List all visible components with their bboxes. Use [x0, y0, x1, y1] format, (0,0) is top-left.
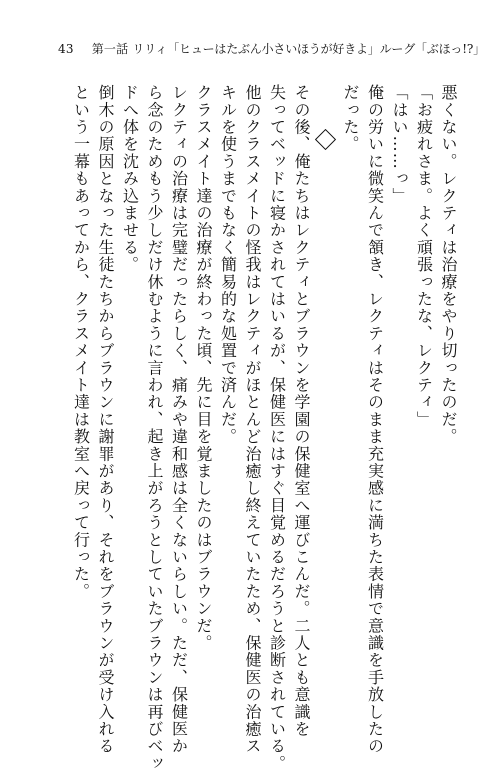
text-line: 悪くない。レクティは治療をやり切ったのだ。: [439, 84, 458, 446]
text-line: その後、俺たちはレクティとブラウンを学園の保健室へ運びこんだ。二人とも意識を: [292, 84, 311, 738]
text-line: レクティの治療は完璧だったらしく、痛みや違和感は全くないらしい。ただ、保健医か: [169, 84, 189, 755]
section-separator: [313, 84, 338, 684]
running-header: [58, 40, 485, 57]
text-line: 「お疲れさま。よく頑張ったな、レクティ」: [414, 84, 434, 428]
text-line: ら念のためもう少しだけ休むように言われ、起き上がろうとしていたブラウンは再びベッ: [145, 84, 164, 772]
text-line: ドへ体を沈み込ませる。: [120, 84, 140, 274]
chapter-label: 第一話: [91, 42, 129, 56]
text-line: 俺の労いに微笑んで頷き、レクティはそのまま充実感に満ちた表情で意識を手放したの: [365, 84, 385, 755]
chapter-title: リリィ「ヒューはたぶん小さいほうが好きよ」ルーグ「ぶほっ!?」: [132, 42, 485, 56]
text-line: 倒木の原因となった生徒たちからブラウンに謝罪があり、それをブラウンが受け入れる: [96, 84, 115, 755]
text-line: クラスメイト達の治療が終わった頃、先に目を覚ましたのはブラウンだ。: [194, 84, 213, 652]
diamond-separator-icon: [315, 129, 336, 150]
text-line: キルを使うまでもなく簡易的な処置で済んだ。: [218, 84, 238, 446]
text-line: 他のクラスメイトの怪我はレクティがほとんど治癒し終えていたため、保健医の治癒ス: [243, 84, 262, 755]
text-line: 失ってベッドに寝かされてはいるが、保健医にはすぐ目覚めるだろうと診断されている。: [267, 84, 287, 772]
text-line: だった。: [341, 84, 360, 153]
text-line: 「はい……っ」: [390, 84, 409, 205]
text-line: という一幕もあってから、クラスメイト達は教室へ戻って行った。: [71, 84, 91, 600]
vertical-body-text: [40, 84, 460, 772]
page-number: 43: [58, 42, 74, 56]
